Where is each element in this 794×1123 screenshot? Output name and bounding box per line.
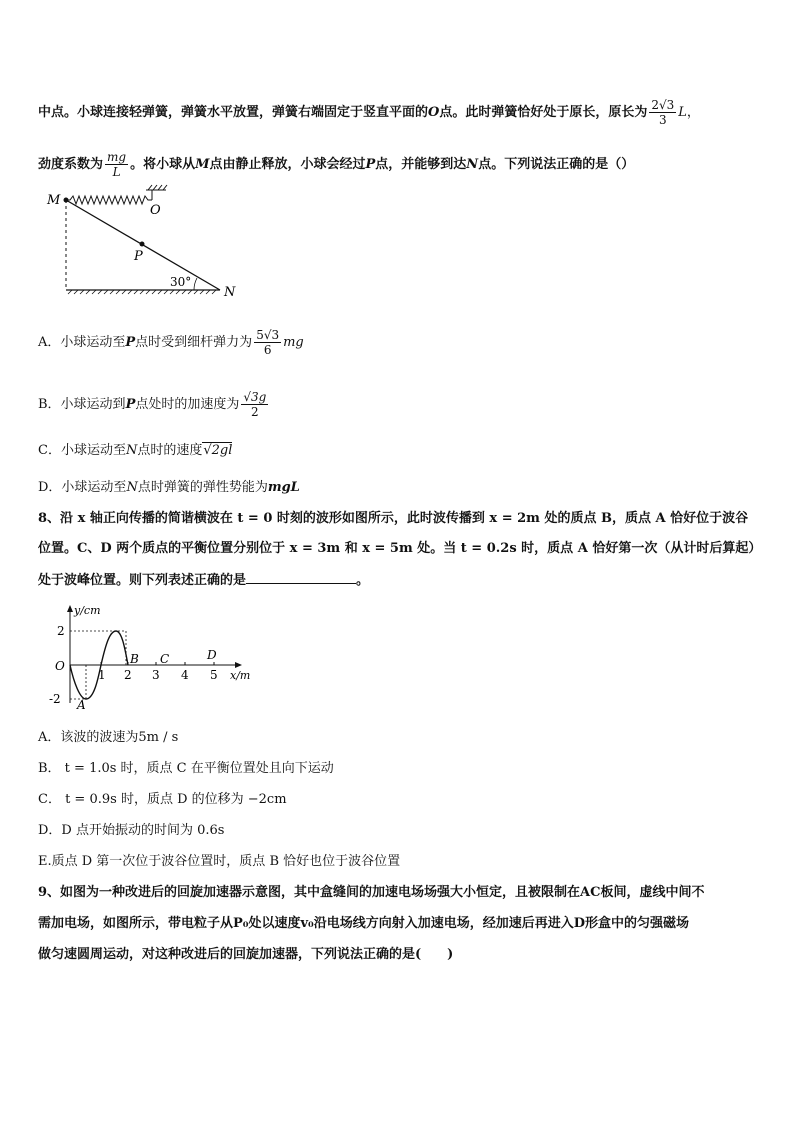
q8-option-b: B． t = 1.0s 时，质点 C 在平衡位置处且向下运动 — [38, 761, 334, 776]
q7-option-b: B．小球运动到P点处时的加速度为 $\frac{√3g}{2}$ — [38, 390, 267, 419]
spring-length-fraction: $\frac{2√3}{3}$ — [651, 98, 675, 127]
q8-option-d: D．D 点开始振动的时间为 0.6s — [38, 823, 225, 838]
ytick-pos: 2 — [57, 624, 65, 638]
q7-line-1: 中点。小球连接轻弹簧，弹簧水平放置，弹簧右端固定于竖直平面的O点。此时弹簧恰好处于原长，原长为 $\frac{2√3}{3}$ L， — [38, 98, 700, 127]
q7-line-2: 劲度系数为 $\frac{mg}{L}$ 。将小球从M点由静止释放，小球会经过P点，并能够到达N点。下列说法正确的是（） — [38, 150, 635, 179]
label-c: C — [160, 652, 170, 666]
stiffness-fraction: $\frac{mg}{L}$ — [107, 150, 127, 179]
xtick-4: 4 — [181, 668, 189, 682]
label-b: B — [130, 652, 139, 666]
q8-option-a: A．该波的波速为5m / s — [38, 730, 179, 745]
q8-line-3: 处于波峰位置。则下列表述正确的是 。 — [38, 573, 370, 588]
ytick-neg: -2 — [49, 692, 61, 706]
q9-line-3: 做匀速圆周运动，对这种改进后的回旋加速器，下列说法正确的是( ) — [38, 947, 454, 962]
label-o: O — [150, 203, 161, 218]
xtick-5: 5 — [210, 668, 218, 682]
ceiling-hatch — [146, 185, 167, 190]
label-m: M — [47, 193, 61, 208]
q8-option-e: E.质点 D 第一次位于波谷位置时，质点 B 恰好也位于波谷位置 — [38, 854, 401, 869]
q8-line-1: 8、沿 x 轴正向传播的简谐横波在 t = 0 时刻的波形如图所示，此时波传播到 x = 2m 处的质点 B，质点 A 恰好位于波谷 — [38, 511, 749, 526]
label-d: D — [207, 648, 217, 662]
label-n: N — [224, 285, 236, 300]
xtick-1: 1 — [98, 668, 106, 682]
q7-option-a: A．小球运动至P点时受到细杆弹力为 $\frac{5√3}{6}$ mg — [38, 328, 304, 357]
xtick-2: 2 — [124, 668, 132, 682]
answer-blank — [246, 571, 356, 584]
q9-line-1: 9、如图为一种改进后的回旋加速器示意图，其中盒缝间的加速电场场强大小恒定，且被限制在AC板间，虚线中间不 — [38, 885, 705, 900]
label-p: P — [134, 249, 143, 264]
q8-line-2: 位置。C、D 两个质点的平衡位置分别位于 x = 3m 和 x = 5m 处。当 t = 0.2s 时，质点 A 恰好第一次（从计时后算起） — [38, 541, 762, 556]
wave-figure — [46, 603, 256, 713]
incline-spring-figure — [44, 184, 244, 300]
angle-label: 30° — [170, 275, 192, 289]
y-axis-label: y/cm — [74, 604, 101, 617]
label-a: A — [77, 698, 86, 712]
q8-option-c: C． t = 0.9s 时，质点 D 的位移为 −2cm — [38, 792, 287, 807]
x-axis-label: x/m — [230, 669, 251, 682]
spring — [66, 196, 152, 204]
origin-label: O — [55, 659, 65, 673]
point-p — [140, 242, 145, 247]
xtick-3: 3 — [152, 668, 160, 682]
ball-m — [64, 198, 69, 203]
q9-line-2: 需加电场，如图所示，带电粒子从P₀处以速度v₀沿电场线方向射入加速电场，经加速后再进入D形盒中的匀强磁场 — [38, 916, 689, 931]
q7-option-d: D．小球运动至N点时弹簧的弹性势能为mgL — [38, 480, 300, 495]
q7-option-c: C．小球运动至N点时的速度√2gl — [38, 443, 233, 458]
